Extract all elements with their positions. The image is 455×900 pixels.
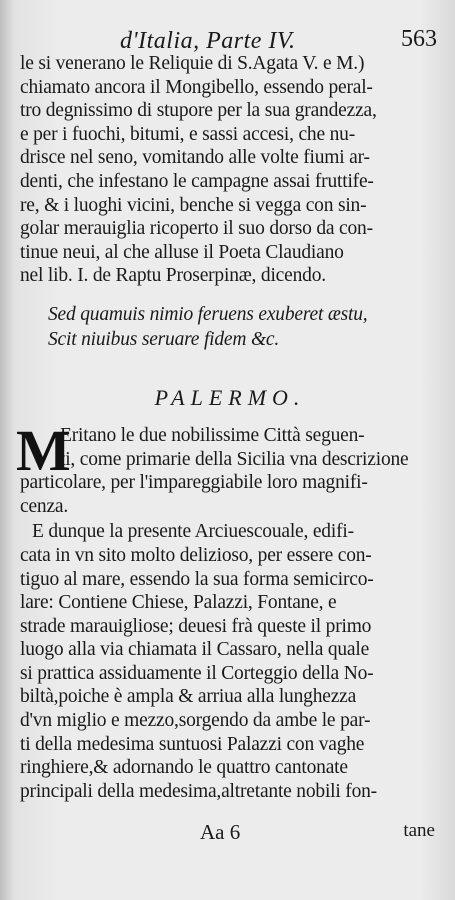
text-line: re, & i luoghi vicini, benche si vegga con sin- [20,194,367,216]
text-line: le si venerano le Reliquie di S.Agata V. e M.) [20,53,365,74]
text-line: biltà,poiche è ampla & arriua alla lunghezza [20,686,357,708]
text-line: lare: Contiene Chiese, Palazzi, Fontane, e [20,592,337,614]
verse-line: Sed quamuis nimio feruens exuberet æstu, [48,303,368,325]
text-line: si prattica assiduamente il Corteggio della No- [20,662,374,684]
text-line: chiamato ancora il Mongibello, essendo peral- [20,76,373,98]
section-title: PALERMO. [154,384,306,410]
text-line: tiguo al mare, essendo la sua forma semicirco- [20,568,374,590]
page-number: 563 [401,26,437,52]
text-line: denti, che infestano le campagne assai fruttife- [20,170,374,192]
paragraph-etna [20,52,440,288]
text-line: tinue neui, al che alluse il Poeta Claudiano [20,241,344,263]
text-line: e per i fuochi, bitumi, e sassi accesi, che nu- [20,123,355,145]
signature-mark: Aa 6 [200,820,241,844]
text-line: strade marauigliose; deuesi frà queste il primo [20,615,372,637]
verse-quotation [48,302,440,352]
page-body [16,52,440,803]
page-footer [0,812,455,852]
drop-cap: M [16,417,71,483]
text-line: luogo alla via chiamata il Cassaro, nella quale [20,639,370,661]
running-head: d'Italia, Parte IV. [120,28,296,54]
text-line: drisce nel seno, vomitando alle volte fiumi ar- [20,147,370,169]
text-line: principali della medesima,altretante nobili fon- [20,780,377,802]
text-line: tro degnissimo di stupore per la sua grandezza, [20,100,377,122]
text-line: cenza. [20,495,69,517]
text-line: golar merauiglia ricoperto il suo dorso da con- [20,218,373,240]
catchword: tane [403,820,435,841]
text-line: Eritano le due nobilissime Città seguen- [60,424,365,446]
paragraph-intro [16,417,440,518]
verse-line: Scit niuibus seruare fidem &c. [48,328,280,350]
text-line: E dunque la presente Arciuescouale, edifi- [32,521,354,543]
text-line: cata in vn sito molto delizioso, per essere con- [20,544,372,566]
text-line: particolare, per l'impareggiabile loro magnifi- [20,472,368,494]
paragraph-palermo [20,520,440,803]
text-line: ti della medesima suntuosi Palazzi con vaghe [20,733,365,755]
text-line: d'vn miglio e mezzo,sorgendo da ambe le par- [20,710,371,732]
text-line: nel lib. I. de Raptu Proserpinæ, dicendo. [20,265,326,287]
text-line: ringhiere,& adornando le quattro cantonate [20,757,348,779]
text-line: ti, come primarie della Sicilia vna descrizione [60,448,409,470]
